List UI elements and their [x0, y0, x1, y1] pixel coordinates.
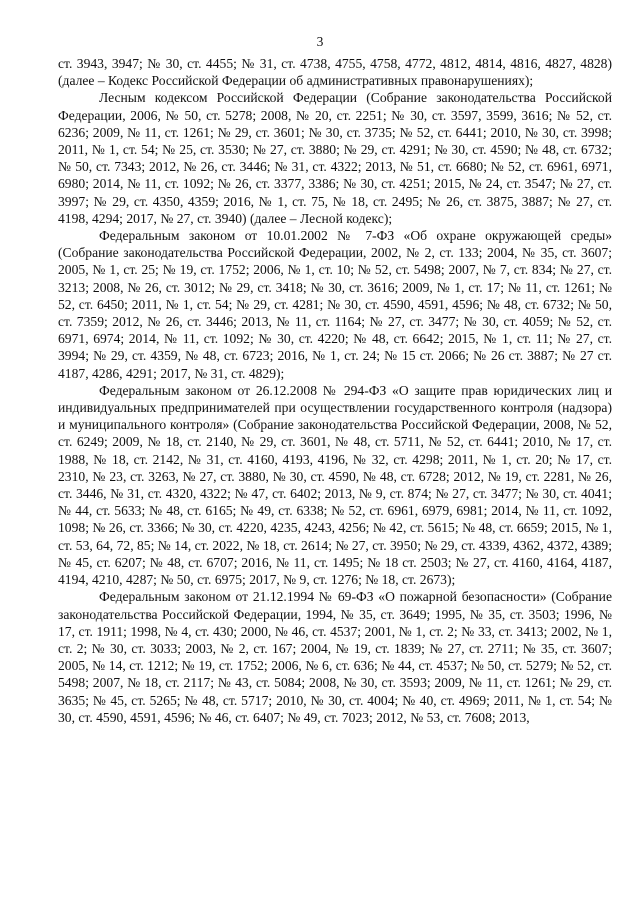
paragraph-inspection-rights-law: Федеральным законом от 26.12.2008 № 294-ФЗ «О защите прав юридических лиц и индивидуальных предпринимателей при осуществлении государственного контроля (надзора) и муниципального контроля» (Собрание законодательства Российской Федерации, 2008, № 52, ст. 6249; 2009, № 18, ст. 2140, № 29, ст. 3601, № 48, ст. 5711, № 52, ст. 6441; 2010, № 17, ст. 1988, № 18, ст. 2142, № 31, ст. 4160, 4193, 4196, № 32, ст. 4298; 2011, № 1, ст. 20; № 17, ст. 2310, № 23, ст. 3263, № 27, ст. 3880, № 30, ст. 4590, № 48, ст. 6728; 2012, № 19, ст. 2281, № 26, ст. 3446, № 31, ст. 4320, 4322; № 47, ст. 6402; 2013, № 9, ст. 874; № 27, ст. 3477; № 30, ст. 4041; № 44, ст. 5633; № 48, ст. 6165; № 49, ст. 6338; № 52, ст. 6961, 6979, 6981; 2014, № 11, ст. 1092, 1098; № 26, ст. 3366; № 30, ст. 4220, 4235, 4243, 4256; № 42, ст. 5615; № 48, ст. 6659; 2015, № 1, ст. 53, 64, 72, 85; № 14, ст. 2022, № 18, ст. 2614; № 27, ст. 3950; № 29, ст. 4339, 4362, 4372, 4389; № 45, ст. 6207; № 48, ст. 6707; 2016, № 11, ст. 1495; № 18 ст. 2503; № 27, ст. 4160, 4164, 4187, 4194, 4210, 4287; № 50, ст. 6975; 2017, № 9, ст. 1276; № 18, ст. 2673);	[58, 382, 612, 588]
paragraph-environmental-protection-law: Федеральным законом от 10.01.2002 № 7-ФЗ «Об охране окружающей среды» (Собрание законодательства Российской Федерации, 2002, № 2, ст. 133; 2004, № 35, ст. 3607; 2005, № 1, ст. 25; № 19, ст. 1752; 2006, № 1, ст. 10; № 52, ст. 5498; 2007, № 7, ст. 834; № 27, ст. 3213; 2008, № 26, ст. 3012; № 29, ст. 3418; № 30, ст. 3616; 2009, № 1, ст. 17; № 11, ст. 1261; № 52, ст. 6450; 2011, № 1, ст. 54; № 29, ст. 4281; № 30, ст. 4590, 4591, 4596; № 48, ст. 6732; № 50, ст. 7359; 2012, № 26, ст. 3446; 2013, № 11, ст. 1164; № 27, ст. 3477; № 30, ст. 4059; № 52, ст. 6971, 6974; 2014, № 11, ст. 1092; № 30, ст. 4220; № 48, ст. 6642; 2015, № 1, ст. 11; № 27, ст. 3994; № 29, ст. 4359, № 48, ст. 6723; 2016, № 1, ст. 24; № 15 ст. 2066; № 26 ст. 3887; № 27 ст. 4187, 4286, 4291; 2017, № 31, ст. 4829);	[58, 228, 612, 381]
paragraph-fire-safety-law: Федеральным законом от 21.12.1994 № 69-ФЗ «О пожарной безопасности» (Собрание законодательства Российской Федерации, 1994, № 35, ст. 3649; 1995, № 35, ст. 3503; 1996, № 17, ст. 1911; 1998, № 4, ст. 430; 2000, № 46, ст. 4537; 2001, № 1, ст. 2; № 33, ст. 3413; 2002, № 1, ст. 2; № 30, ст. 3033; 2003, № 2, ст. 167; 2004, № 19, ст. 1839; № 27, ст. 2711; № 35, ст. 3607; 2005, № 14, ст. 1212; № 19, ст. 1752; 2006, № 6, ст. 636; № 44, ст. 4537; № 50, ст. 5279; № 52, ст. 5498; 2007, № 18, ст. 2117; № 43, ст. 5084; 2008, № 30, ст. 3593; 2009, № 11, ст. 1261; № 29, ст. 3635; № 45, ст. 5265; № 48, ст. 5717; 2010, № 30, ст. 4004; № 40, ст. 4969; 2011, № 1, ст. 54; № 30, ст. 4590, 4591, 4596; № 46, ст. 6407; № 49, ст. 7023; 2012, № 53, ст. 7608; 2013,	[58, 589, 612, 725]
paragraph-forest-code: Лесным кодексом Российской Федерации (Собрание законодательства Российской Федерации, 2006, № 50, ст. 5278; 2008, № 20, ст. 2251; № 30, ст. 3597, 3599, 3616; № 52, ст. 6236; 2009, № 11, ст. 1261; № 29, ст. 3601; № 30, ст. 3735; № 52, ст. 6441; 2010, № 30, ст. 3998; 2011, № 1, ст. 54; № 25, ст. 3530; № 27, ст. 3880; № 29, ст. 4291; № 30, ст. 4590; № 48, ст. 6732; № 50, ст. 7343; 2012, № 26, ст. 3446; № 31, ст. 4322; 2013, № 51, ст. 6680; № 52, ст. 6961, 6971, 6980; 2014, № 11, ст. 1092; № 26, ст. 3377, 3386; № 30, ст. 4251; 2015, № 24, ст. 3547; № 27, ст. 3997; № 29, ст. 4350, 4359; 2016, № 1, ст. 75, № 18, ст. 2495; № 26, ст. 3875, 3887; № 27, ст. 4198, 4294; 2017, № 27, ст. 3940) (далее – Лесной кодекс);	[58, 90, 612, 226]
document-body	[58, 55, 612, 726]
paragraph-koap-continuation: ст. 3943, 3947; № 30, ст. 4455; № 31, ст. 4738, 4755, 4758, 4772, 4812, 4814, 4816, 4827, 4828) (далее – Кодекс Российской Федерации об административных правонарушениях);	[58, 56, 612, 89]
page-number: 3	[316, 34, 324, 49]
